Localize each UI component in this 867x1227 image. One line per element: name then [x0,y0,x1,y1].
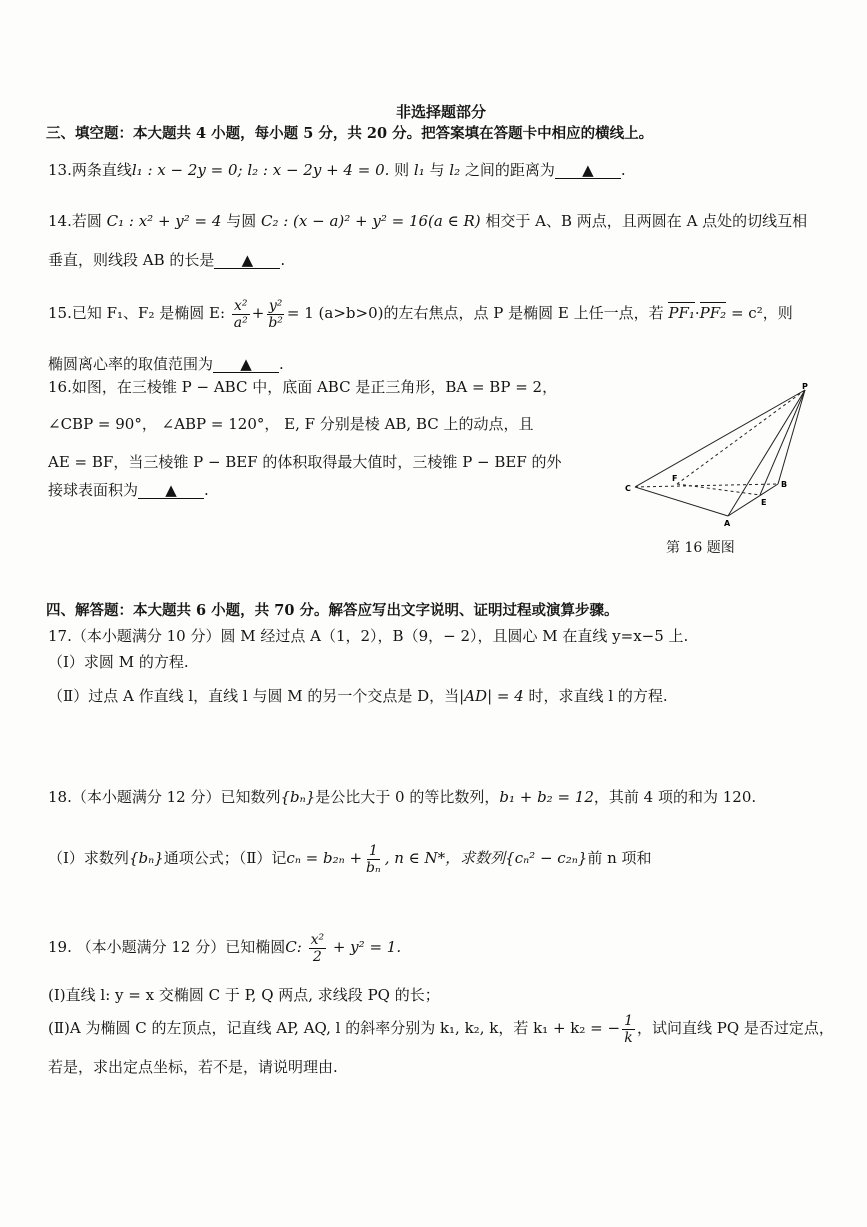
vector-pf1: PF₁ [668,304,695,322]
label-a: A [724,519,731,528]
answer-blank: ▲ [555,162,621,179]
question-19-line3: 若是，求出定点坐标，若不是，请说明理由. [48,1058,338,1076]
question-18-line2: （Ⅰ）求数列{bₙ}通项公式；（Ⅱ）记cₙ = b₂ₙ + $\frac{1}{\text{bₙ}}$ , n ∈ N*，求数列{cₙ² − c₂ₙ}前 n 项和 [48,842,652,876]
answer-blank: ▲ [214,252,280,269]
question-19-line1: 19. （本小题满分 12 分）已知椭圆C: $\frac{\text{x²}}{2}$ + y² = 1. [48,931,402,965]
pyramid-figure [620,380,820,530]
question-19-part2: (Ⅱ)A 为椭圆 C 的左顶点，记直线 AP, AQ, l 的斜率分别为 k₁, k₂, k，若 k₁ + k₂ = − $\frac{1}{k}$ ，试问直线 PQ 是否过定点， [48,1012,834,1046]
question-16-line2: ∠CBP = 90°， ∠ABP = 120°， E, F 分别是棱 AB, BC 上的动点，且 [48,415,534,433]
question-18-line1: 18.（本小题满分 12 分）已知数列{bₙ}是公比大于 0 的等比数列，b₁ + b₂ = 12，其前 4 项的和为 120. [48,788,757,806]
question-17-line1: 17.（本小题满分 10 分）圆 M 经过点 A（1，2），B（9，− 2），且圆心 M 在直线 y=x−5 上. [48,627,689,645]
label-e: E [761,498,767,507]
question-16-line1: 16.如图，在三棱锥 P − ABC 中，底面 ABC 是正三角形，BA = BP = 2， [48,378,558,396]
question-15-line1: 15.已知 F₁、F₂ 是椭圆 E: $\frac{\text{x²}}{\text{a²}}$ + $\frac{\text{y²}}{\text{b²}}$ = 1 (a>b>0)的左右焦点，点 P 是椭圆 E 上任一点，若 PF₁·PF₂ = c²，则 [48,297,793,331]
question-16-line4: 接球表面积为 ▲ . [48,481,209,499]
fraction-1-k: $\frac{1}{k}$ [624,1012,633,1046]
question-14-line1: 14.若圆 C₁ : x² + y² = 4 与圆 C₂ : (x − a)² + y² = 16(a ∈ R) 相交于 A、B 两点，且两圆在 A 点处的切线互相 [48,212,808,230]
question-19-part1: (Ⅰ)直线 l: y = x 交椭圆 C 于 P, Q 两点, 求线段 PQ 的长； [48,986,440,1004]
part3-heading: 三、填空题：本大题共 4 小题，每小题 5 分，共 20 分。把答案填在答题卡中相应的横线上。 [46,125,654,142]
fraction-x2-a2: $\frac{\text{x²}}{\text{a²}}$ [233,297,248,331]
answer-blank: ▲ [213,356,279,373]
question-13: 13.两条直线l₁ : x − 2y = 0; l₂ : x − 2y + 4 = 0. 则 l₁ 与 l₂ 之间的距离为 ▲ . [48,161,626,179]
question-17-part1: （Ⅰ）求圆 M 的方程. [48,653,189,671]
section-title: 非选择题部分 [396,103,487,121]
label-p: P [802,382,808,391]
label-b: B [781,480,788,489]
vector-pf2: PF₂ [699,304,727,322]
part4-heading: 四、解答题：本大题共 6 小题，共 70 分。解答应写出文字说明、证明过程或演算步骤。 [46,602,619,619]
question-14-line2: 垂直，则线段 AB 的长是 ▲ . [48,251,286,269]
question-16-line3: AE = BF，当三棱锥 P − BEF 的体积取得最大值时，三棱锥 P − BEF 的外 [48,453,562,471]
fraction-1-bn: $\frac{1}{\text{bₙ}}$ [366,842,381,876]
answer-blank: ▲ [138,482,204,499]
fraction-x2-2: $\frac{\text{x²}}{2}$ [310,931,325,965]
fraction-y2-b2: $\frac{\text{y²}}{\text{b²}}$ [268,297,283,331]
label-f: F [672,474,678,483]
question-17-part2: （Ⅱ）过点 A 作直线 l，直线 l 与圆 M 的另一个交点是 D，当|AD| = 4 时，求直线 l 的方程. [48,687,668,705]
question-15-line2: 椭圆离心率的取值范围为 ▲ . [48,355,284,373]
figure-caption: 第 16 题图 [666,540,735,556]
label-c: C [625,484,631,493]
